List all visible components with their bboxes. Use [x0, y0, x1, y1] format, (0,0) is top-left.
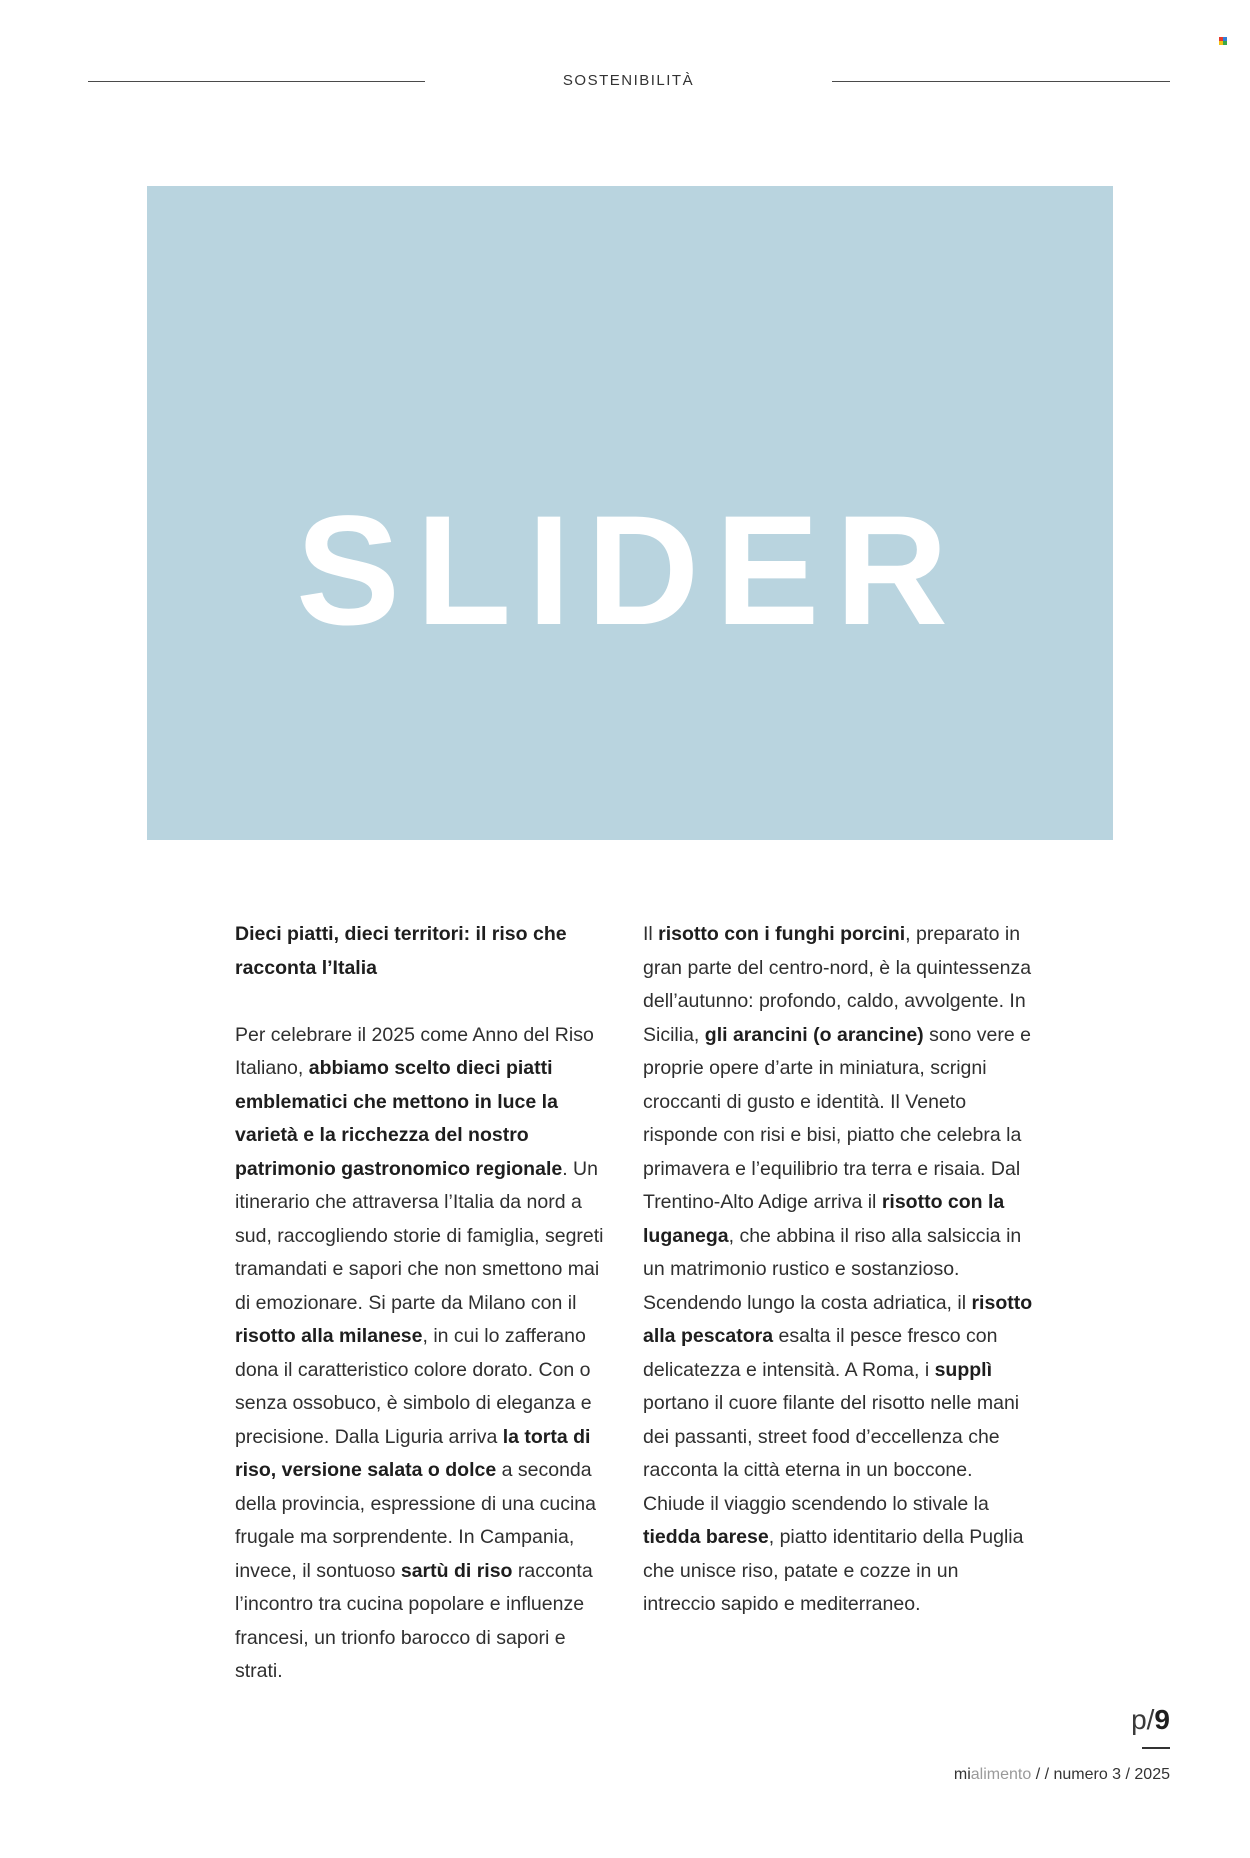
- footer-brand-b: alimento: [970, 1766, 1032, 1783]
- page-number: [1090, 1704, 1170, 1736]
- article-column-left: [235, 918, 615, 1689]
- bold-run: risotto con la luganega: [643, 1191, 1005, 1247]
- page-number-value: 9: [1154, 1704, 1170, 1735]
- bold-run: risotto alla milanese: [235, 1325, 423, 1347]
- section-label: SOSTENIBILITÀ: [562, 72, 695, 89]
- footer-brand-a: mi: [953, 1766, 971, 1783]
- bold-run: gli arancini (o arancine): [704, 1023, 924, 1046]
- text-run: . Un itinerario che attraversa l’Italia da nord a sud, raccogliendo storie di famiglia, segreti tramandati e sapori che non smettono mai di emozionare. Si parte da Milano con il: [235, 1157, 604, 1314]
- page-number-rule: [1142, 1747, 1170, 1749]
- text-run: a seconda della provincia, espressione di una cucina frugale ma sorprendente. In Campania, invece, il sontuoso: [235, 1459, 596, 1582]
- text-run: racconta l’incontro tra cucina popolare e influenze francesi, un trionfo barocco di sapori e strati.: [235, 1559, 593, 1682]
- bold-run: risotto con i funghi porcini: [658, 923, 906, 945]
- bold-run: tiedda barese: [643, 1526, 769, 1548]
- text-run: , preparato in gran parte del centro-nord, è la quintessenza dell’autunno: profondo, caldo, avvolgente. In Sicilia,: [643, 923, 1032, 1046]
- bold-run: risotto alla pescatora: [643, 1291, 1033, 1347]
- article-heading: Dieci piatti, dieci territori: il riso che racconta l’Italia: [235, 923, 567, 979]
- text-run: esalta il pesce fresco con delicatezza e intensità. A Roma, i: [643, 1325, 998, 1381]
- bold-run: la torta di riso, versione salata o dolce: [235, 1425, 591, 1481]
- slider-placeholder[interactable]: [147, 186, 1113, 840]
- footer-issue: / / numero 3 / 2025: [1031, 1766, 1170, 1783]
- article-paragraph-right: [643, 918, 1033, 1622]
- article-paragraph-left: [235, 1019, 615, 1689]
- text-run: portano il cuore filante del risotto nelle mani dei passanti, street food d’eccellenza che racconta la città eterna in un boccone. Chiude il viaggio scendendo lo stivale la: [643, 1392, 1020, 1515]
- footer-publication: [800, 1766, 1170, 1784]
- bold-run: abbiamo scelto dieci piatti emblematici che mettono in luce la varietà e la ricchezza del nostro patrimonio gastronomico regionale: [235, 1057, 563, 1180]
- bold-run: sartù di riso: [400, 1559, 513, 1582]
- bold-run: supplì: [934, 1358, 992, 1381]
- text-run: , piatto identitario della Puglia che unisce riso, patate e cozze in un intreccio sapido e mediterraneo.: [643, 1526, 1024, 1615]
- text-run: Per celebrare il 2025 come Anno del Riso Italiano,: [235, 1023, 594, 1079]
- text-run: , che abbina il riso alla salsiccia in un matrimonio rustico e sostanzioso. Scendendo lungo la costa adriatica, il: [643, 1224, 1022, 1314]
- text-run: Il: [643, 923, 659, 945]
- page-prefix: p/: [1131, 1704, 1155, 1735]
- article-column-right: [643, 918, 1033, 1622]
- text-run: sono vere e proprie opere d’arte in miniatura, scrigni croccanti di gusto e identità. Il Veneto risponde con risi e bisi, piatto che celebra la primavera e l’equilibrio tra terra e risaia. Dal Trentino-Alto Adige arriva il: [643, 1023, 1031, 1213]
- header-rule-right: [832, 81, 1170, 82]
- color-mark-icon: [1219, 37, 1227, 45]
- text-run: , in cui lo zafferano dona il caratteristico colore dorato. Con o senza ossobuco, è simbolo di eleganza e precisione. Dalla Liguria arriva: [235, 1325, 592, 1448]
- header-rule-left: [88, 81, 425, 82]
- slider-title: SLIDER: [295, 484, 965, 658]
